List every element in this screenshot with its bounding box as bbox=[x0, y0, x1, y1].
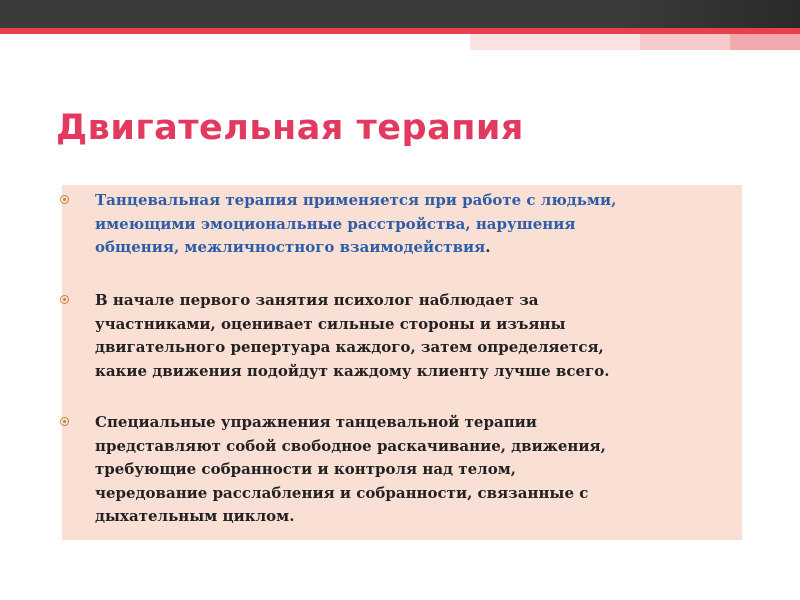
bullet-text-1-body: Танцевальная терапия применяется при работе с людьми, имеющими эмоциональные расстройства, нарушения общения, межличностного взаимодействия bbox=[95, 191, 617, 256]
circle-bullet-icon bbox=[60, 295, 69, 304]
slide-title: Двигательная терапия bbox=[56, 108, 524, 148]
bullet-text-3: Специальные упражнения танцевальной терапии представляют собой свободное раскачивание, движения, требующие собранности и контроля над телом, чередование расслабления и собранности, связанные с дыхательным циклом. bbox=[95, 413, 606, 525]
accent-block-dark bbox=[730, 34, 800, 50]
bullet-text-1-period: . bbox=[485, 238, 491, 256]
content-box bbox=[62, 185, 742, 540]
circle-bullet-icon bbox=[60, 417, 69, 426]
bullet-text-1 bbox=[95, 189, 735, 260]
bullet-text-2: В начале первого занятия психолог наблюдает за участниками, оценивает сильные стороны и изъяны двигательного репертуара каждого, затем определяется, какие движения подойдут каждому клиенту лучше всего. bbox=[95, 291, 610, 380]
top-bar-shade bbox=[620, 0, 800, 28]
circle-bullet-icon bbox=[60, 195, 69, 204]
